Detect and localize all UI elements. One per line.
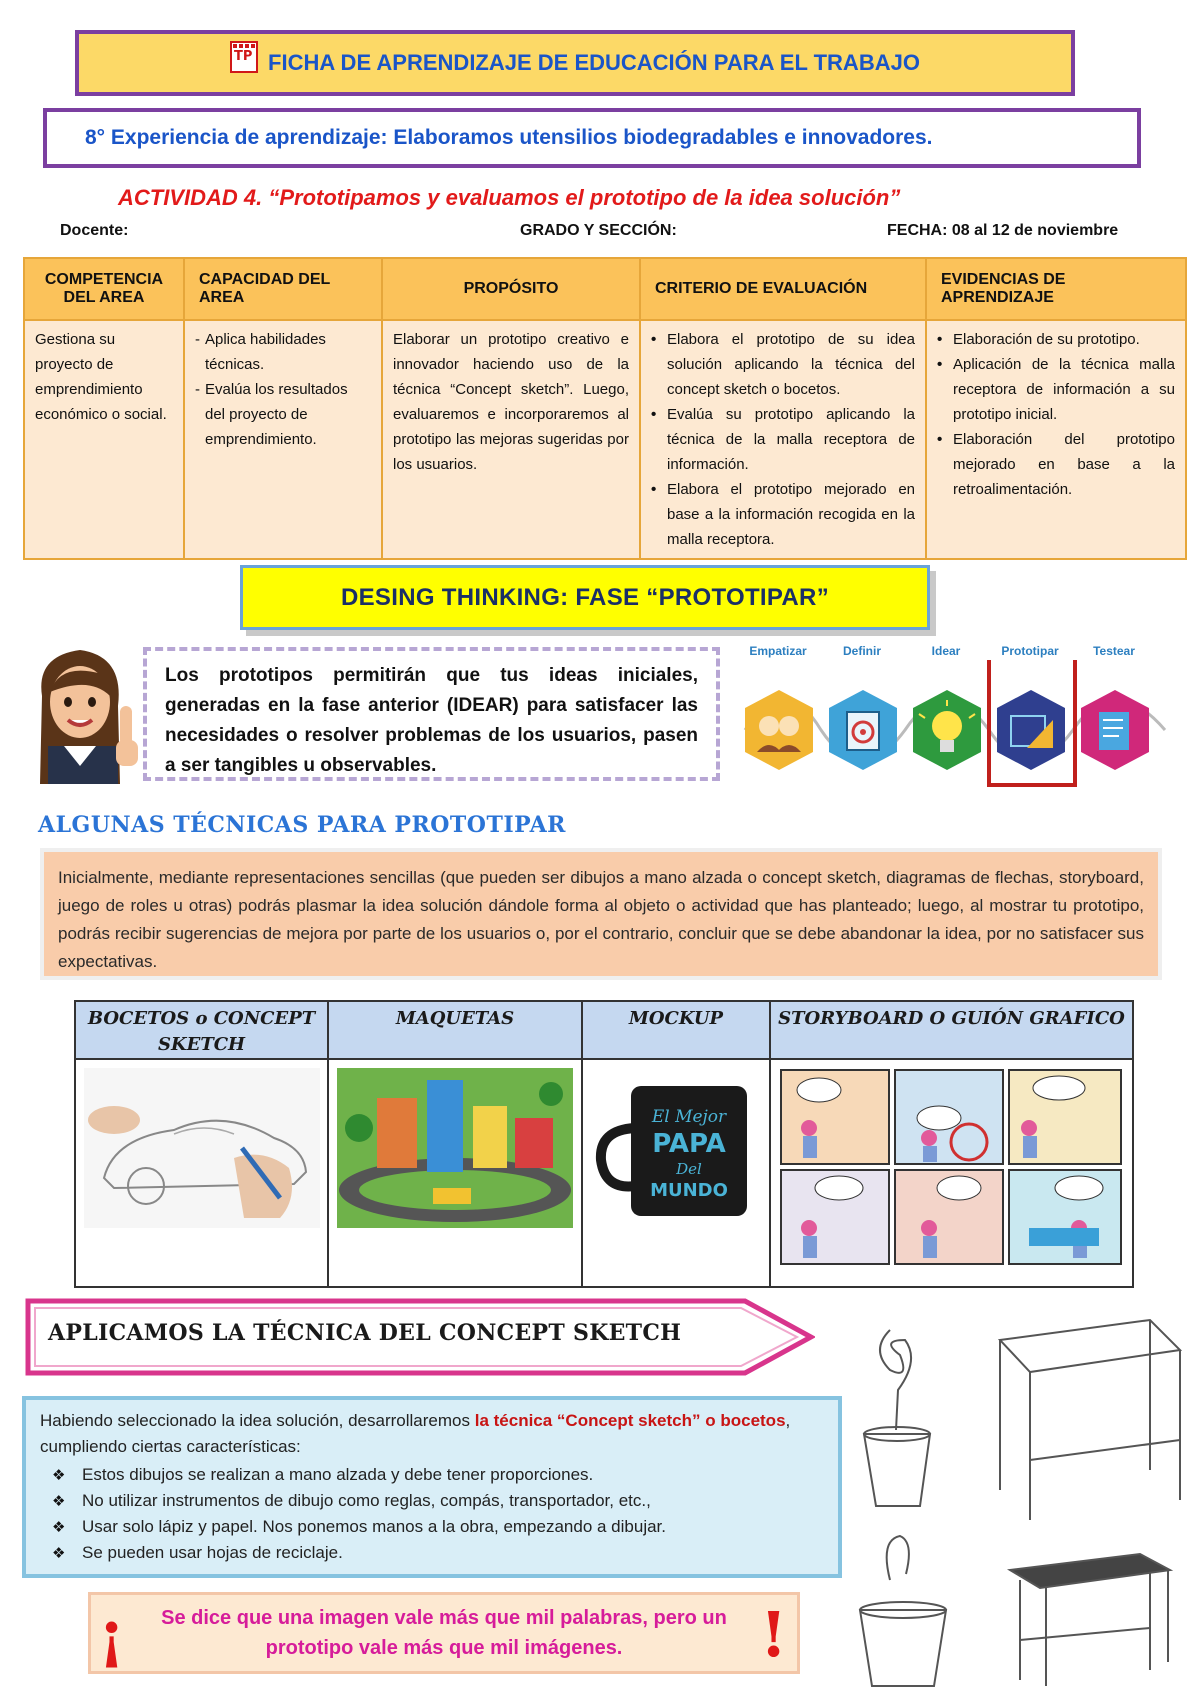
intro-text-end: , cumpliendo ciertas características: bbox=[40, 1411, 791, 1456]
mug-text-4: MUNDO bbox=[650, 1180, 728, 1201]
quote-box bbox=[88, 1592, 800, 1674]
techniques-intro-box: Inicialmente, mediante representaciones sencillas (que pueden ser dibujos a mano alzada o concept sketch, diagramas de flechas, storyboard, juego de roles u otras) podrás plasmar la idea solución dándole forma al objeto o actividad que has planteado; luego, al mostrar tu prototipo, podrás recibir sugerencias de mejora por parte de los usuarios o, por el contrario, concluir que se debe abandonar la idea, por no satisfacer sus expectativas. bbox=[40, 848, 1162, 980]
phase-label-empatizar: Empatizar bbox=[749, 644, 807, 658]
header-mockup: MOCKUP bbox=[582, 1001, 770, 1059]
list-item: ❖ Estos dibujos se realizan a mano alzada y debe tener proporciones. bbox=[40, 1462, 824, 1488]
table-row bbox=[75, 1059, 1133, 1287]
activity-title: ACTIVIDAD 4. “Prototipamos y evaluamos el prototipo de la idea solución” bbox=[118, 185, 901, 210]
cell-mockup bbox=[582, 1059, 770, 1287]
header-proposito: PROPÓSITO bbox=[382, 258, 640, 320]
prototype-explanation-bubble: Los prototipos permitirán que tus ideas iniciales, generadas en la fase anterior (IDEAR) para satisfacer las necesidades o resolver problemas de los usuarios, pasen a ser tangibles u observables. bbox=[143, 647, 720, 781]
concept-sketch-intro bbox=[40, 1408, 824, 1460]
table-header-row bbox=[75, 1001, 1133, 1059]
list-item: - Evalúa los resultados del proyecto de emprendimiento. bbox=[195, 377, 371, 452]
phase-hexagons bbox=[735, 660, 1185, 800]
cell-maquetas bbox=[328, 1059, 582, 1287]
docente-label: Docente: bbox=[60, 222, 129, 239]
design-thinking-title: DESING THINKING: FASE “PROTOTIPAR” bbox=[340, 583, 829, 611]
concept-sketch-title: APLICAMOS LA TÉCNICA DEL CONCEPT SKETCH bbox=[48, 1320, 682, 1346]
grado-label: GRADO Y SECCIÓN: bbox=[520, 222, 677, 239]
cell-competencia: Gestiona su proyecto de emprendimiento económico o social. bbox=[24, 320, 184, 559]
list-item: - Aplica habilidades técnicas. bbox=[195, 327, 371, 377]
mug-text-2: PAPA bbox=[652, 1129, 726, 1159]
competency-table bbox=[23, 257, 1187, 560]
concept-sketch-box bbox=[22, 1396, 842, 1578]
list-item: • Aplicación de la técnica malla receptora de información a su prototipo inicial. bbox=[937, 352, 1175, 427]
techniques-section-title: ALGUNAS TÉCNICAS PARA PROTOTIPAR bbox=[38, 812, 566, 838]
phase-label-prototipar: Prototipar bbox=[1001, 644, 1059, 658]
cell-bocetos bbox=[75, 1059, 328, 1287]
list-item: • Elabora el prototipo mejorado en base a la información recogida en la malla receptora. bbox=[651, 477, 915, 552]
exclamation-open-icon: ¡ bbox=[98, 1598, 126, 1671]
table-row bbox=[24, 320, 1186, 559]
cell-proposito: Elaborar un prototipo creativo e innovador haciendo uso de la técnica “Concept sketch”. Luego, evaluaremos e incorporaremos al prototipo las mejoras sugeridas por los usuarios. bbox=[382, 320, 640, 559]
cell-criterio bbox=[640, 320, 926, 559]
phase-label-idear: Idear bbox=[931, 644, 961, 658]
list-item: • Elaboración del prototipo mejorado en base a la retroalimentación. bbox=[937, 427, 1175, 502]
exclamation-close-icon: ! bbox=[760, 1598, 788, 1671]
car-sketch-image bbox=[84, 1068, 320, 1228]
school-logo bbox=[230, 41, 258, 73]
worksheet-title-box bbox=[75, 30, 1075, 96]
experience-title: 8° Experiencia de aprendizaje: Elaboramos utensilios biodegradables e innovadores. bbox=[85, 126, 933, 149]
list-item: ❖ No utilizar instrumentos de dibujo como reglas, compás, transportador, etc., bbox=[40, 1488, 824, 1514]
list-item: ❖ Se pueden usar hojas de reciclaje. bbox=[40, 1540, 824, 1566]
list-item: ❖ Usar solo lápiz y papel. Nos ponemos manos a la obra, empezando a dibujar. bbox=[40, 1514, 824, 1540]
mug-text-3: Del bbox=[676, 1160, 702, 1178]
characteristics-list bbox=[40, 1462, 824, 1566]
header-capacidad: CAPACIDAD DEL AREA bbox=[184, 258, 382, 320]
header-bocetos: BOCETOS o CONCEPT SKETCH bbox=[75, 1001, 328, 1059]
intro-highlight: la técnica “Concept sketch” o bocetos bbox=[474, 1411, 786, 1430]
teacher-avatar-icon bbox=[20, 636, 140, 784]
prototipar-icon bbox=[997, 690, 1065, 770]
storyboard-image bbox=[779, 1068, 1124, 1268]
header-competencia: COMPETENCIA DEL AREA bbox=[24, 258, 184, 320]
design-thinking-banner bbox=[240, 565, 930, 630]
techniques-table bbox=[74, 1000, 1134, 1288]
cell-capacidad bbox=[184, 320, 382, 559]
cell-storyboard bbox=[770, 1059, 1133, 1287]
phase-label-testear: Testear bbox=[1093, 644, 1135, 658]
header-evidencias: EVIDENCIAS DE APRENDIZAJE bbox=[926, 258, 1186, 320]
intro-text: Habiendo seleccionado la idea solución, desarrollaremos bbox=[40, 1411, 475, 1430]
header-criterio: CRITERIO DE EVALUACIÓN bbox=[640, 258, 926, 320]
mug-text-1: El Mejor bbox=[651, 1107, 727, 1127]
list-item: • Elaboración de su prototipo. bbox=[937, 327, 1175, 352]
header-maquetas: MAQUETAS bbox=[328, 1001, 582, 1059]
header-storyboard: STORYBOARD O GUIÓN GRAFICO bbox=[770, 1001, 1133, 1059]
mug-mockup-image bbox=[591, 1068, 761, 1228]
worksheet-title: FICHA DE APRENDIZAJE DE EDUCACIÓN PARA EL TRABAJO bbox=[268, 50, 920, 75]
design-thinking-phases bbox=[735, 640, 1185, 800]
list-item: • Elabora el prototipo de su idea solución aplicando la técnica del concept sketch o bocetos. bbox=[651, 327, 915, 402]
list-item: • Evalúa su prototipo aplicando la técnica de la malla receptora de información. bbox=[651, 402, 915, 477]
city-model-image bbox=[337, 1068, 573, 1228]
quote-text: Se dice que una imagen vale más que mil palabras, pero un prototipo vale más que mil imágenes. bbox=[161, 1607, 727, 1659]
experience-box bbox=[43, 108, 1141, 168]
phase-label-definir: Definir bbox=[842, 644, 881, 658]
fecha-label: FECHA: 08 al 12 de noviembre bbox=[887, 222, 1119, 239]
table-header-row bbox=[24, 258, 1186, 320]
pencil-sketches-image bbox=[850, 1310, 1190, 1690]
empatizar-icon bbox=[745, 690, 813, 770]
cell-evidencias bbox=[926, 320, 1186, 559]
